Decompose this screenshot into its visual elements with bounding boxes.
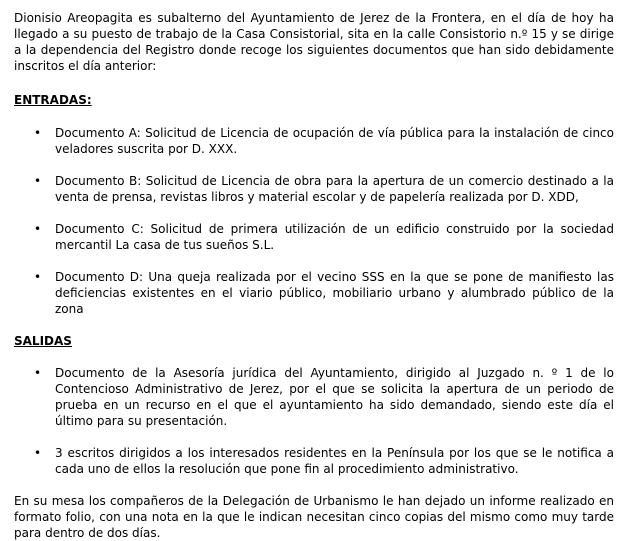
salidas-heading: SALIDAS bbox=[14, 334, 72, 348]
outro-paragraph: En su mesa los compañeros de la Delegación de Urbanismo le han dejado un informe realizado en formato folio, con una nota en la que le indican necesitan cinco copias del mismo como muy tarde para dentro de dos días. bbox=[14, 494, 614, 540]
list-item-text: Documento de la Asesoría jurídica del Ayuntamiento, dirigido al Juzgado n. º 1 de lo Contencioso Administrativo de Jerez, por el que se solicita la apertura de un periodo de prueba en un recurso en el que el ayuntamiento ha sido demandado, siendo este día el último para su presentación. bbox=[55, 366, 614, 428]
bullet-icon: • bbox=[34, 222, 42, 236]
bullet-icon: • bbox=[34, 126, 42, 140]
entradas-item-c bbox=[14, 221, 614, 253]
list-item-text: Documento C: Solicitud de primera utilización de un edificio construido por la sociedad mercantil La casa de tus sueños S.L. bbox=[55, 222, 614, 252]
list-item-text: Documento D: Una queja realizada por el vecino SSS en la que se pone de manifiesto las deficiencias existentes en el viario público, mobiliario urbano y alumbrado público de la zona bbox=[55, 270, 614, 316]
intro-paragraph: Dionisio Areopagita es subalterno del Ayuntamiento de Jerez de la Frontera, en el día de hoy ha llegado a su puesto de trabajo de la Casa Consistorial, sita en la calle Consistorio n.º 15 y se dirige a la dependencia del Registro donde recoge los siguientes documentos que han sido debidamente inscritos el día anterior: bbox=[14, 11, 614, 73]
document-page bbox=[14, 10, 614, 541]
entradas-item-b bbox=[14, 173, 614, 205]
bullet-icon: • bbox=[34, 270, 42, 284]
bullet-icon: • bbox=[34, 366, 42, 380]
bullet-icon: • bbox=[34, 174, 42, 188]
entradas-item-d bbox=[14, 269, 614, 317]
entradas-heading: ENTRADAS: bbox=[14, 93, 92, 107]
salidas-item-2 bbox=[14, 445, 614, 477]
salidas-list bbox=[14, 365, 614, 477]
list-item-text: Documento B: Solicitud de Licencia de obra para la apertura de un comercio destinado a la venta de prensa, revistas libros y material escolar y de papelería realizada por D. XDD, bbox=[55, 174, 614, 204]
list-item-text: 3 escritos dirigidos a los interesados residentes en la Península por los que se le notifica a cada uno de ellos la resolución que pone fin al procedimiento administrativo. bbox=[55, 446, 614, 476]
entradas-item-a bbox=[14, 125, 614, 157]
salidas-item-1 bbox=[14, 365, 614, 429]
entradas-list bbox=[14, 125, 614, 317]
bullet-icon: • bbox=[34, 446, 42, 460]
list-item-text: Documento A: Solicitud de Licencia de ocupación de vía pública para la instalación de cinco veladores suscrita por D. XXX. bbox=[55, 126, 614, 156]
